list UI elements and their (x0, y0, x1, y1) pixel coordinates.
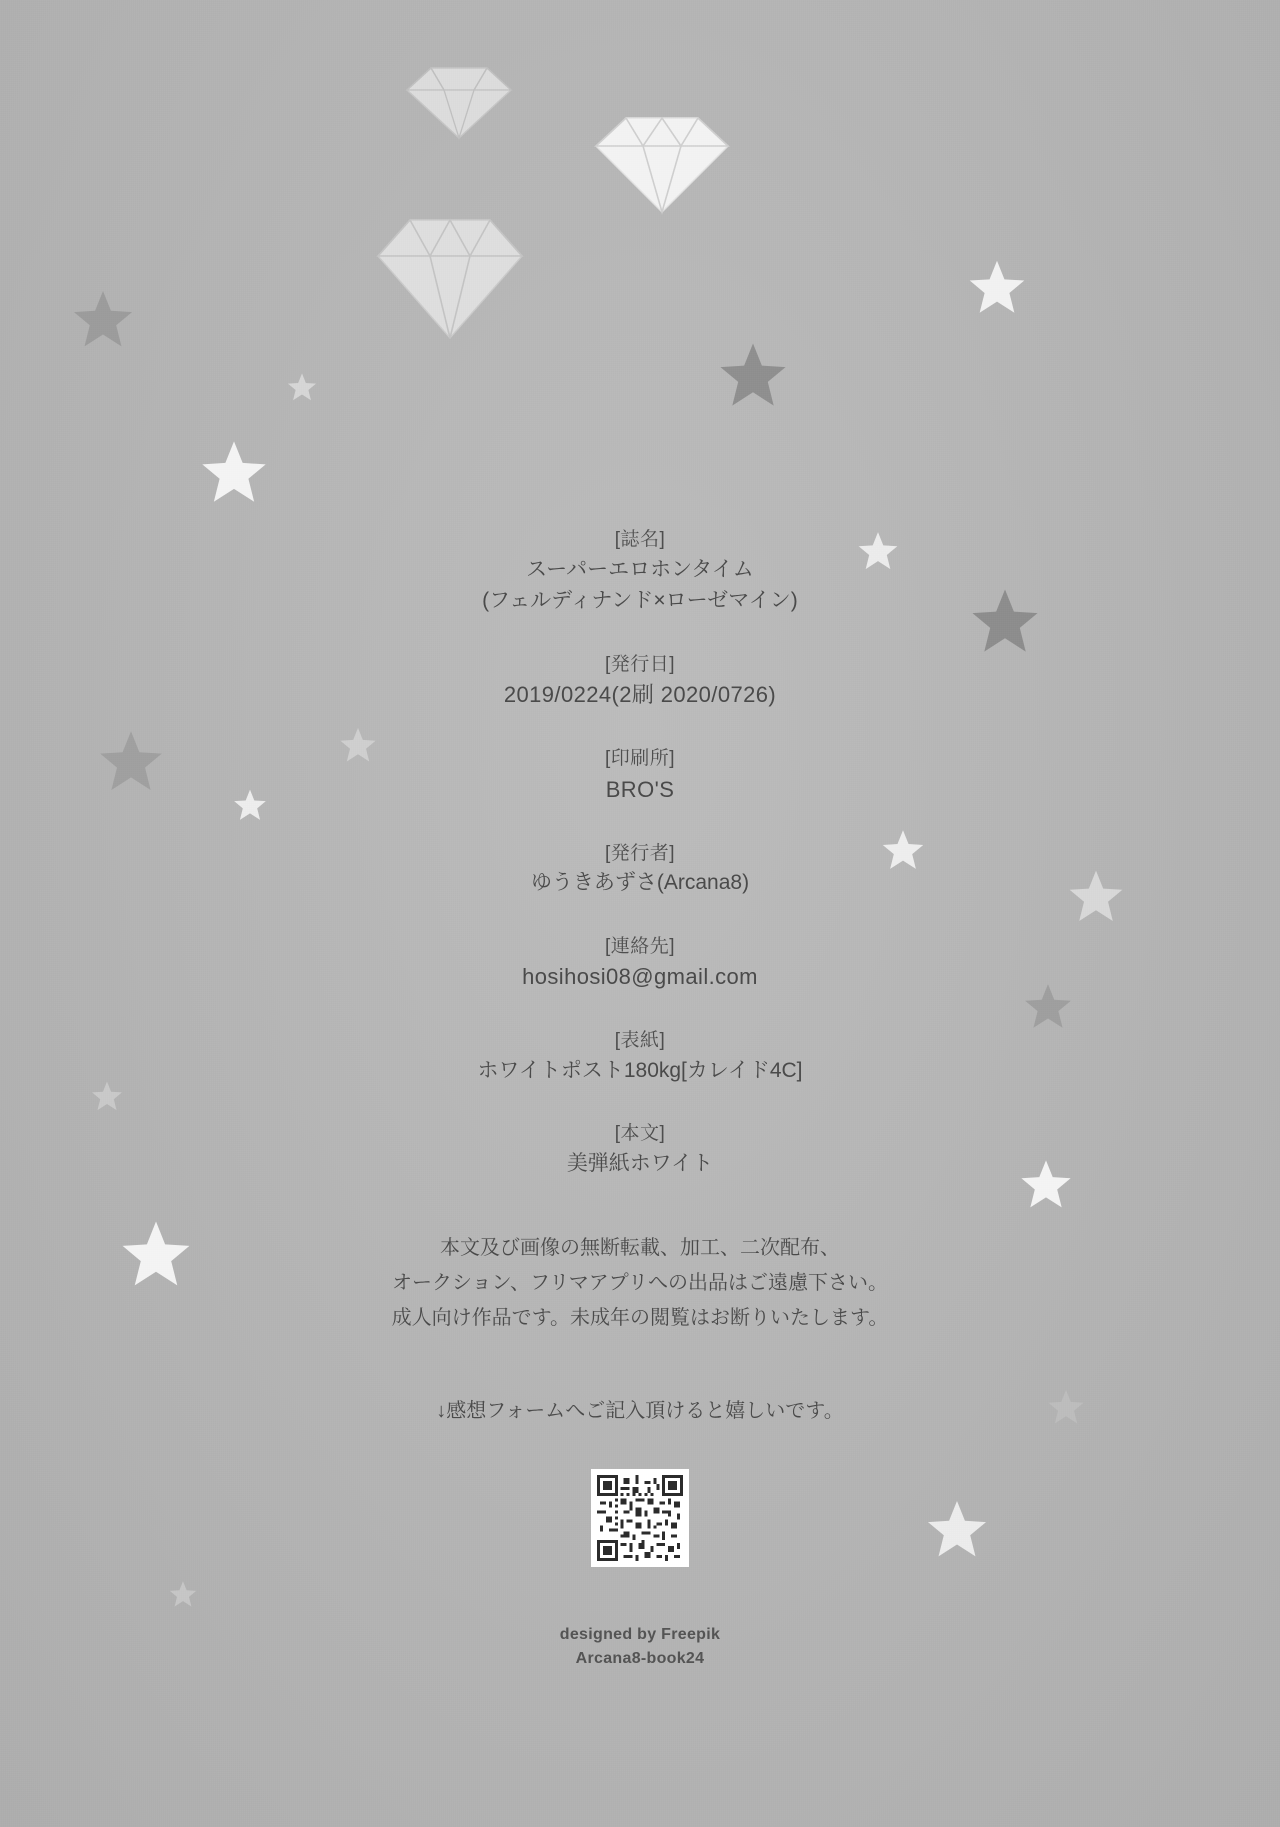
notice-line-2: オークション、フリマアプリへの出品はご遠慮下さい。 (392, 1272, 888, 1295)
colophon-content (0, 526, 1280, 1670)
qr-code[interactable] (591, 1469, 689, 1567)
star-icon-1 (70, 288, 136, 352)
star-icon-6 (286, 372, 318, 403)
entry-label: [連絡先] (604, 935, 676, 957)
qr-code-wrap (0, 1469, 1280, 1567)
contact-email[interactable]: hosihosi08@gmail.com (522, 964, 758, 990)
entry-value: ゆうきあずさ(Arcana8) (530, 871, 750, 895)
entry-label: [発行者] (604, 842, 676, 864)
notice-line-3: 成人向け作品です。未成年の閲覧はお断りいたします。 (391, 1307, 889, 1330)
colophon-entry-printer (0, 745, 1280, 806)
entry-value: 美弾紙ホワイト (566, 1151, 714, 1175)
entry-value: 2019/0224(2刷 2020/0726) (503, 682, 777, 708)
entry-value: BRO'S (605, 776, 675, 802)
colophon-entry-title (0, 526, 1280, 617)
colophon-entry-publisher (0, 840, 1280, 899)
design-credit (0, 1623, 1280, 1669)
survey-form-prompt: ↓感想フォームへご記入頂けると嬉しいです。 (436, 1400, 844, 1423)
entry-value-sub: (フェルディナンド×ローゼマイン) (482, 589, 798, 613)
star-icon-5 (198, 438, 270, 508)
entry-value: ホワイトポスト180kg[カレイド4C] (477, 1058, 803, 1082)
entry-value: スーパーエロホンタイム (526, 557, 754, 581)
usage-notice (0, 1231, 1280, 1336)
colophon-entry-cover (0, 1027, 1280, 1086)
entry-label: [印刷所] (604, 748, 676, 770)
gem-icon-small-top (404, 62, 514, 142)
credit-line-1: designed by Freepik (559, 1626, 721, 1644)
star-icon-3 (716, 340, 790, 412)
entry-label: [誌名] (614, 529, 666, 550)
entry-label: [発行日] (604, 653, 676, 675)
colophon-entry-date (0, 651, 1280, 712)
gem-icon-large-gray (372, 212, 528, 344)
notice-line-1: 本文及び画像の無断転載、加工、二次配布、 (440, 1237, 840, 1260)
gem-icon-large-white (592, 112, 732, 218)
star-icon-2 (966, 258, 1028, 318)
colophon-entry-contact (0, 933, 1280, 994)
colophon-entry-body-paper (0, 1120, 1280, 1179)
credit-line-2: Arcana8-book24 (575, 1649, 705, 1667)
entry-label: [本文] (614, 1123, 666, 1145)
entry-label: [表紙] (614, 1030, 666, 1052)
